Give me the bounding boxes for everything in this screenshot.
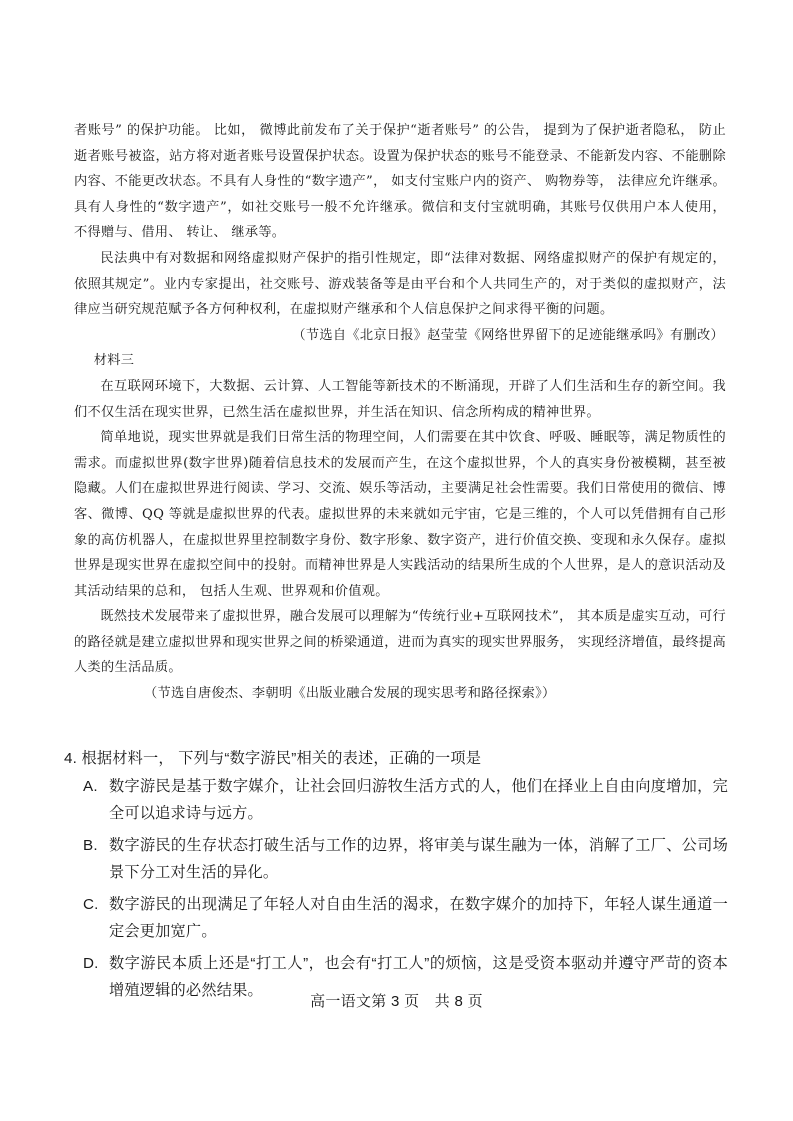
option-text: 数字游民的生存状态打破生活与工作的边界，将审美与谋生融为一体，消解了工厂、公司场景下分工对生活的异化。 — [109, 836, 728, 881]
material-heading: 材料三 — [93, 353, 135, 369]
option-c[interactable] — [64, 891, 728, 946]
question-stem: 4. 根据材料一， 下列与“数字游民”相关的表述，正确的一项是 — [64, 750, 482, 767]
option-letter: C. — [83, 895, 99, 913]
question-4 — [64, 745, 728, 1009]
passage-paragraph: 既然技术发展带来了虚拟世界，融合发展可以理解为“传统行业+互联网技术”， 其本质是虚实互动，可行的路径就是建立虚拟世界和现实世界之间的桥梁通道，进而为真实的现实世界服务， 实现经济增值，最终提高人类的生活品质。 — [74, 609, 726, 676]
page-footer: 高一语文第 3 页 共 8 页 — [310, 993, 483, 1010]
reading-passage — [74, 118, 726, 707]
passage-paragraph: 者账号” 的保护功能。 比如， 微博此前发布了关于保护“逝者账号” 的公告， 提到为了保护逝者隐私， 防止逝者账号被盗，站方将对逝者账号设置保护状态。设置为保护状态的账号不能登录、不能新发内容、不能删除内容、不能更改状态。不具有人身性的“数字遗产”， 如支付宝账户内的资产、 购物券等， 法律应允许继承。具有人身性的“数字遗产”，如社交账号一般不允许继承。微信和支付宝就明确，其账号仅供用户本人使用， 不得赠与、借用、 转让、 继承等。 — [74, 123, 726, 241]
option-b[interactable] — [64, 832, 728, 887]
option-text: 数字游民的出现满足了年轻人对自由生活的渴求，在数字媒介的加持下，年轻人谋生通道一定会更加宽广。 — [109, 895, 728, 940]
source-citation: （节选自唐俊杰、李朝明《出版业融合发展的现实思考和路径探索》） — [144, 686, 556, 702]
option-letter: B. — [83, 836, 98, 854]
option-a[interactable] — [64, 773, 728, 828]
option-letter: A. — [83, 777, 98, 795]
passage-paragraph: 简单地说，现实世界就是我们日常生活的物理空间，人们需要在其中饮食、呼吸、睡眠等，满足物质性的需求。而虚拟世界(数字世界)随着信息技术的发展而产生，在这个虚拟世界，个人的真实身份被模糊，甚至被隐藏。人们在虚拟世界进行阅读、学习、交流、娱乐等活动，主要满足社会性需要。我们日常使用的微信、博客、微博、QQ 等就是虚拟世界的代表。虚拟世界的未来就如元宇宙，它是三维的，个人可以凭借拥有自己形象的高仿机器人，在虚拟世界里控制数字身份、数字形象、数字资产，进行价值交换、变现和永久保存。虚拟世界是现实世界在虚拟空间中的投射。而精神世界是人实践活动的结果所生成的个人世界，是人的意识活动及其活动结果的总和， 包括人生观、世界观和价值观。 — [74, 430, 726, 599]
option-letter: D. — [83, 954, 99, 972]
passage-paragraph: 民法典中有对数据和网络虚拟财产保护的指引性规定，即“法律对数据、网络虚拟财产的保护有规定的，依照其规定”。业内专家提出，社交账号、游戏装备等是由平台和个人共同生产的，对于类似的虚拟财产，法律应当研究规范赋予各方何种权利，在虚拟财产继承和个人信息保护之间求得平衡的问题。 — [74, 250, 726, 318]
option-text: 数字游民是基于数字媒介，让社会回归游牧生活方式的人，他们在择业上自由向度增加，完全可以追求诗与远方。 — [109, 777, 728, 822]
option-text: 数字游民本质上还是“打工人”，也会有“打工人”的烦恼，这是受资本驱动并遵守严苛的资本增殖逻辑的必然结果。 — [109, 954, 728, 999]
passage-paragraph: 在互联网环境下，大数据、云计算、人工智能等新技术的不断涌现，开辟了人们生活和生存的新空间。我们不仅生活在现实世界，已然生活在虚拟世界，并生活在知识、信念所构成的精神世界。 — [74, 378, 726, 420]
source-citation: （节选自《北京日报》赵莹莹《网络世界留下的足迹能继承吗》有删改） — [292, 327, 724, 343]
